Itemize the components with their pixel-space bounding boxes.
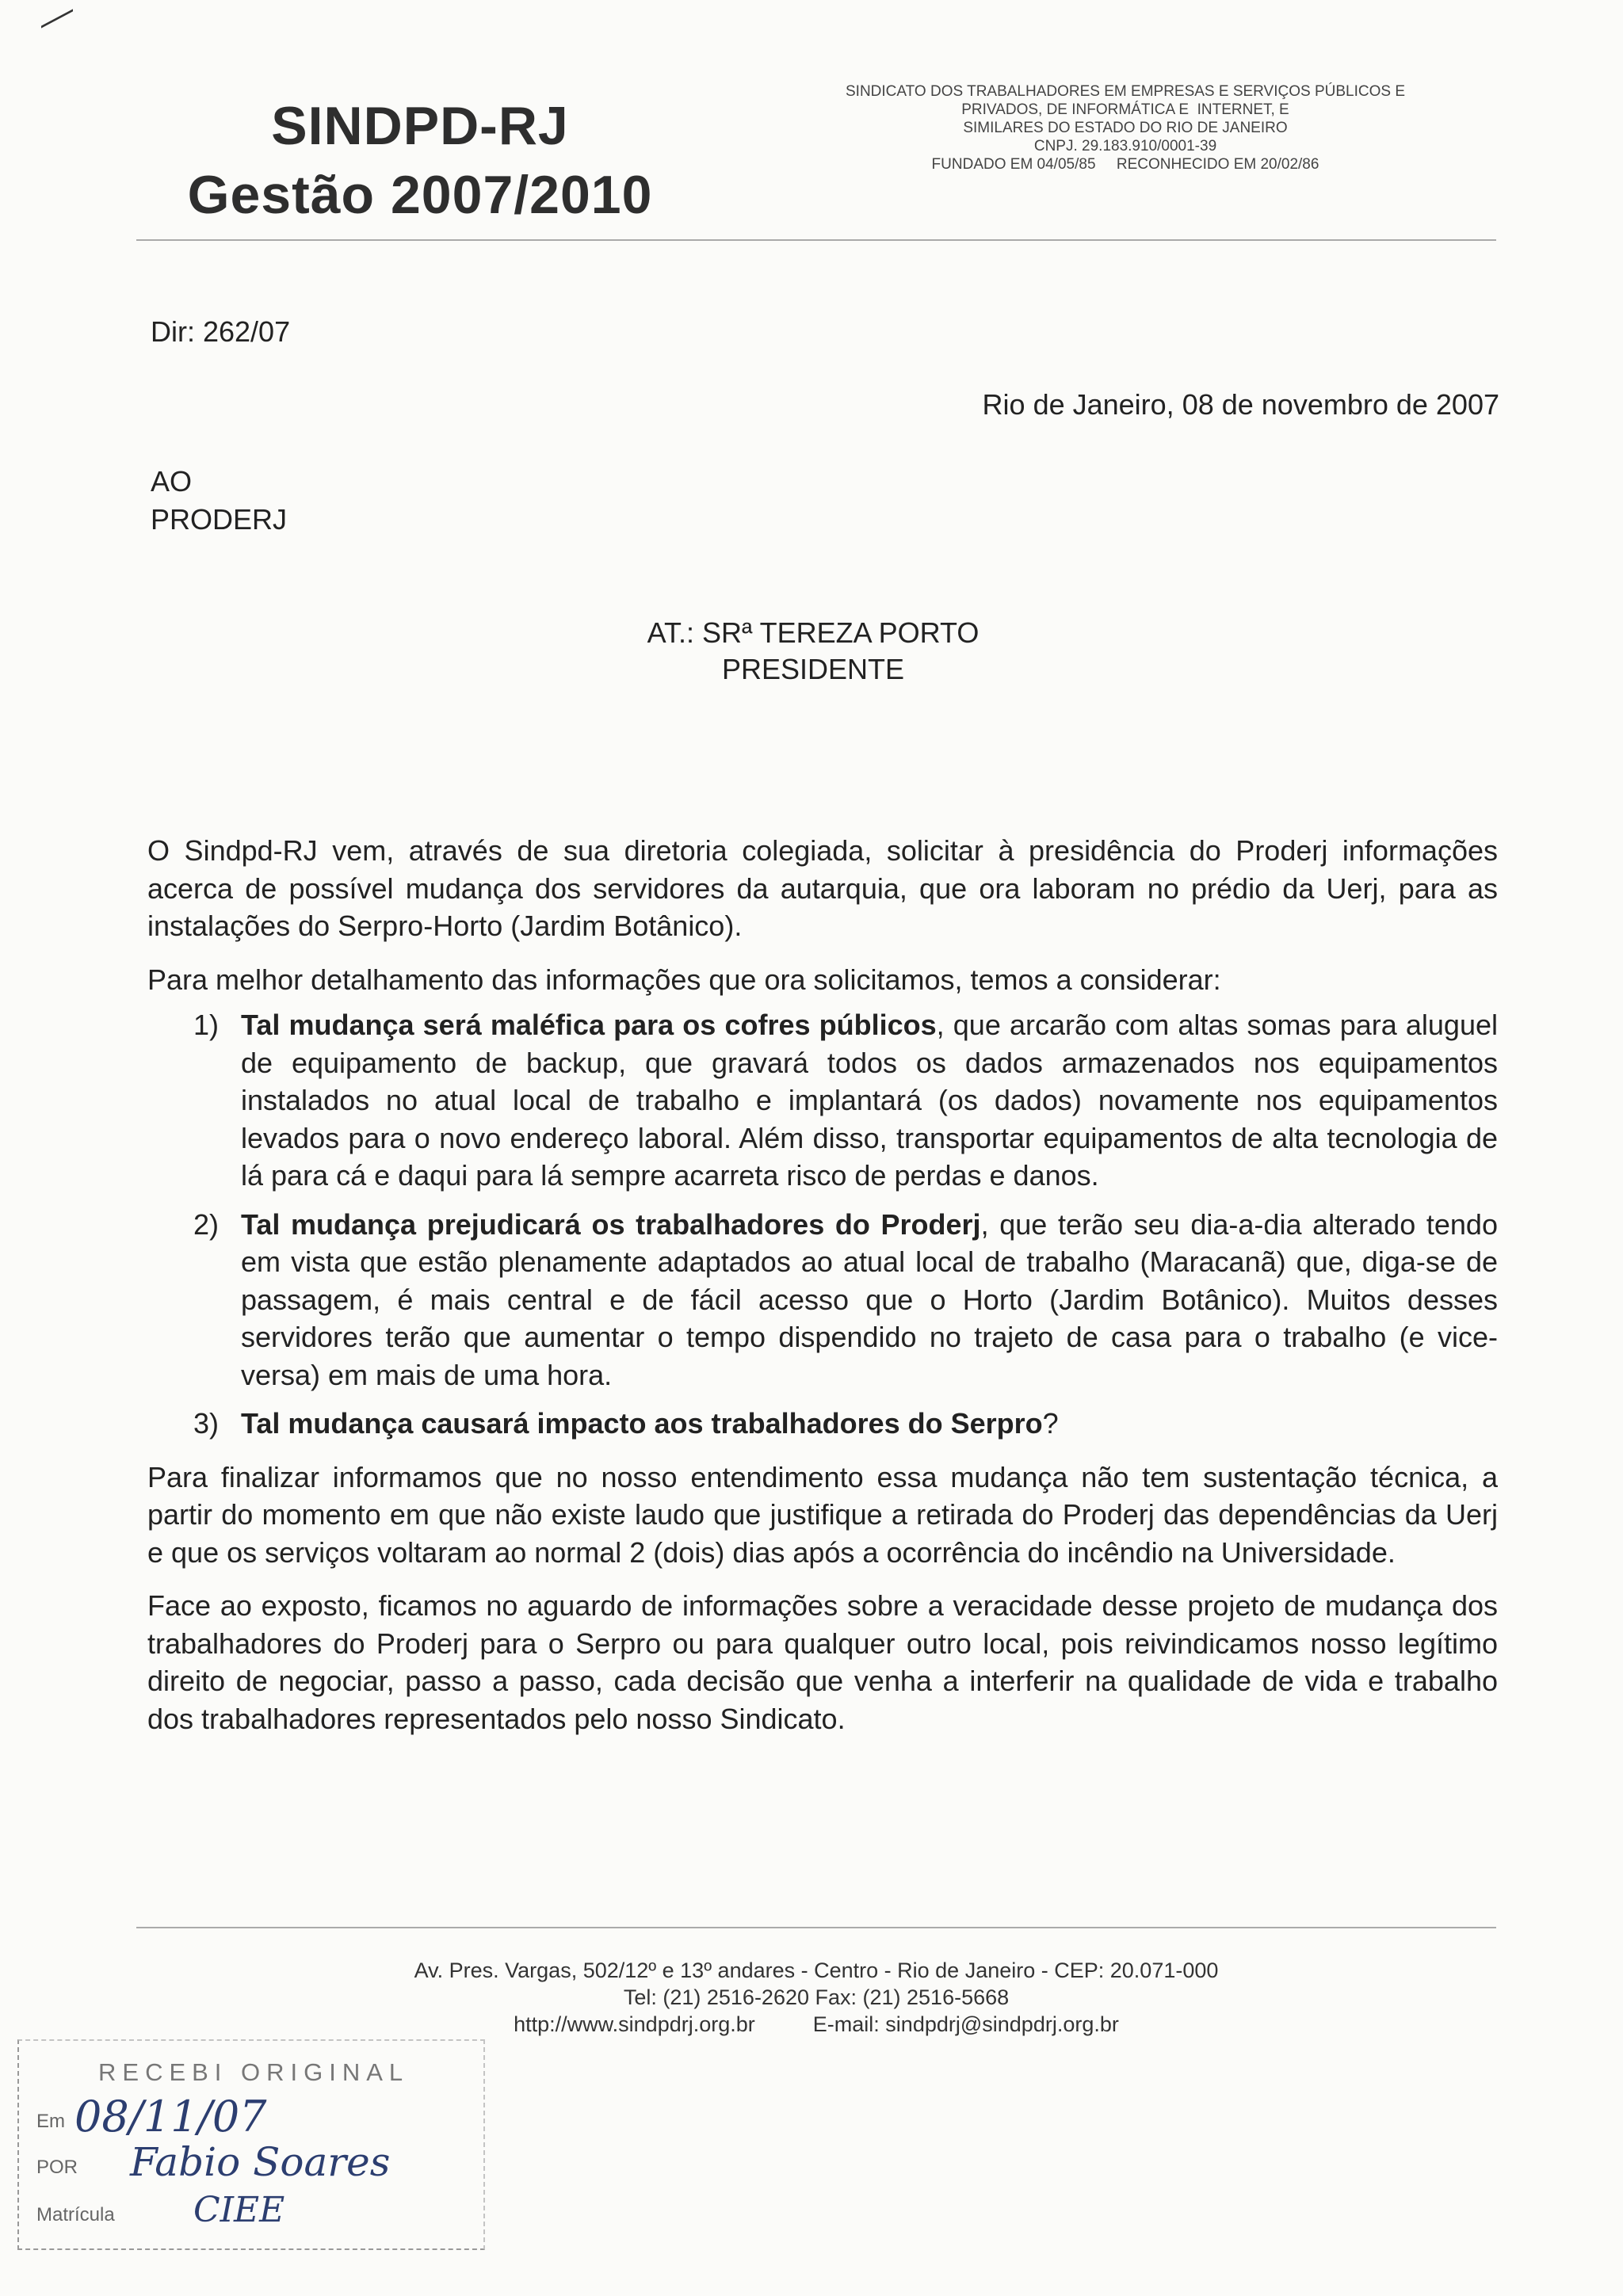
footer-email[interactable]: E-mail: sindpdrj@sindpdrj.org.br [812,2012,1119,2036]
list-item-lead: Tal mudança prejudicará os trabalhadores do Proderj [241,1207,981,1241]
stamp-date-label: Em [36,2111,65,2132]
letterhead-title [127,93,713,231]
list-item-lead: Tal mudança causará impacto aos trabalhadores do Serpro [241,1407,1043,1440]
attention-line [475,615,1151,688]
footer-website[interactable]: http://www.sindpdrj.org.br [514,2012,755,2036]
closing-paragraph: Para finalizar informamos que no nosso entendimento essa mudança não tem sustentação técnica, a partir do momento em que não existe laudo que justifique a retirada do Proderj das dependências da Uerj e que os serviços voltaram ao normal 2 (dois) dias após a ocorrência do incêndio na Universidade. [147,1460,1498,1569]
recipient [151,463,287,539]
stamp-registration-handwritten: CIEE [193,2190,285,2230]
intro-paragraph: O Sindpd-RJ vem, através de sua diretoria colegiada, solicitar à presidência do Proderj informações acerca de possível mudança dos servidores da autarquia, que ora laboram no prédio da Uerj, para as instalações do Serpro-Horto (Jardim Botânico). [147,834,1498,942]
list-item-text: ? [1042,1407,1059,1440]
list-item-text: , que terão seu dia-a-dia alterado tendo em vista que estão plenamente adaptados ao atual local de trabalho (Maracanã) que, diga-se de passagem, é mais central e de fácil acesso que o Horto (Jardim Botânico). Muitos desses servidores terão que aumentar o tempo dispendido no trajeto de casa para o trabalho (e vice-versa) em mais de uma hora. [241,1207,1498,1391]
list-item-lead: Tal mudança será maléfica para os cofres públicos [241,1009,937,1041]
org-name: SINDPD-RJ [271,96,569,156]
closing-paragraph: Face ao exposto, ficamos no aguardo de informações sobre a veracidade desse projeto de mudança dos trabalhadores do Proderj para o Serpro ou para qualquer outro local, pois reivindicamos nosso legítimo direito de negociar, passo a passo, cada decisão que venha a interferir na qualidade de vida e trabalho dos trabalhadores representados pelo nosso Sindicato. [147,1589,1498,1735]
footer-divider [136,1927,1496,1928]
org-identification [729,82,1522,174]
ident-line: FUNDADO EM 04/05/85 RECONHECIDO EM 20/02/86 [931,156,1319,173]
ident-line: SINDICATO DOS TRABALHADORES EM EMPRESAS E SERVIÇOS PÚBLICOS E [846,83,1405,100]
ident-line: PRIVADOS, DE INFORMÁTICA E INTERNET, E [961,101,1289,118]
stamp-by-label: POR [36,2157,78,2178]
letter-date: Rio de Janeiro, 08 de novembro de 2007 [982,388,1499,421]
letter-reference: Dir: 262/07 [151,315,291,348]
list-item-number: 2) [193,1207,220,1241]
list-item [147,1206,1498,1394]
attention-title: PRESIDENTE [721,653,905,685]
received-stamp [17,2039,485,2250]
footer-address: Av. Pres. Vargas, 502/12º e 13º andares - Centro - Rio de Janeiro - CEP: 20.071-000 [414,1958,1219,1982]
recipient-line: AO [151,465,193,498]
org-term: Gestão 2007/2010 [187,165,653,225]
list-item [147,1006,1498,1195]
ident-line: CNPJ. 29.183.910/0001-39 [1033,138,1217,154]
recipient-line: PRODERJ [151,503,288,536]
stamp-title: RECEBI ORIGINAL [98,2058,410,2086]
list-item-number: 1) [193,1009,220,1041]
attention-name: AT.: SRª TEREZA PORTO [647,616,980,649]
stamp-date-handwritten: 08/11/07 [74,2092,267,2142]
stamp-signature: Fabio Soares [130,2139,391,2185]
ident-line: SIMILARES DO ESTADO DO RIO DE JANEIRO [963,120,1288,136]
list-item-number: 3) [193,1407,220,1440]
footer-phones: Tel: (21) 2516-2620 Fax: (21) 2516-5668 [623,1985,1010,2009]
letter-body [147,832,1498,1753]
footer-contact [136,2011,1496,2038]
list-item [147,1405,1498,1443]
footer [136,1957,1496,2038]
scan-pen-mark [41,0,73,29]
header-divider [136,239,1496,241]
list-item-text: , que arcarão com altas somas para aluguel de equipamento de backup, que gravará todos os dados armazenados nos equipamentos instalados no atual local de trabalho e implantará (os dados) novamente nos equipamentos levados para o novo endereço laboral. Além disso, transportar equipamentos de alta tecnologia de lá para cá e daqui para lá sempre acarreta risco de perdas e danos. [241,1009,1498,1192]
considerations-list [147,1006,1498,1443]
stamp-registration-label: Matrícula [36,2204,115,2225]
consider-paragraph: Para melhor detalhamento das informações que ora solicitamos, temos a considerar: [147,963,1221,996]
